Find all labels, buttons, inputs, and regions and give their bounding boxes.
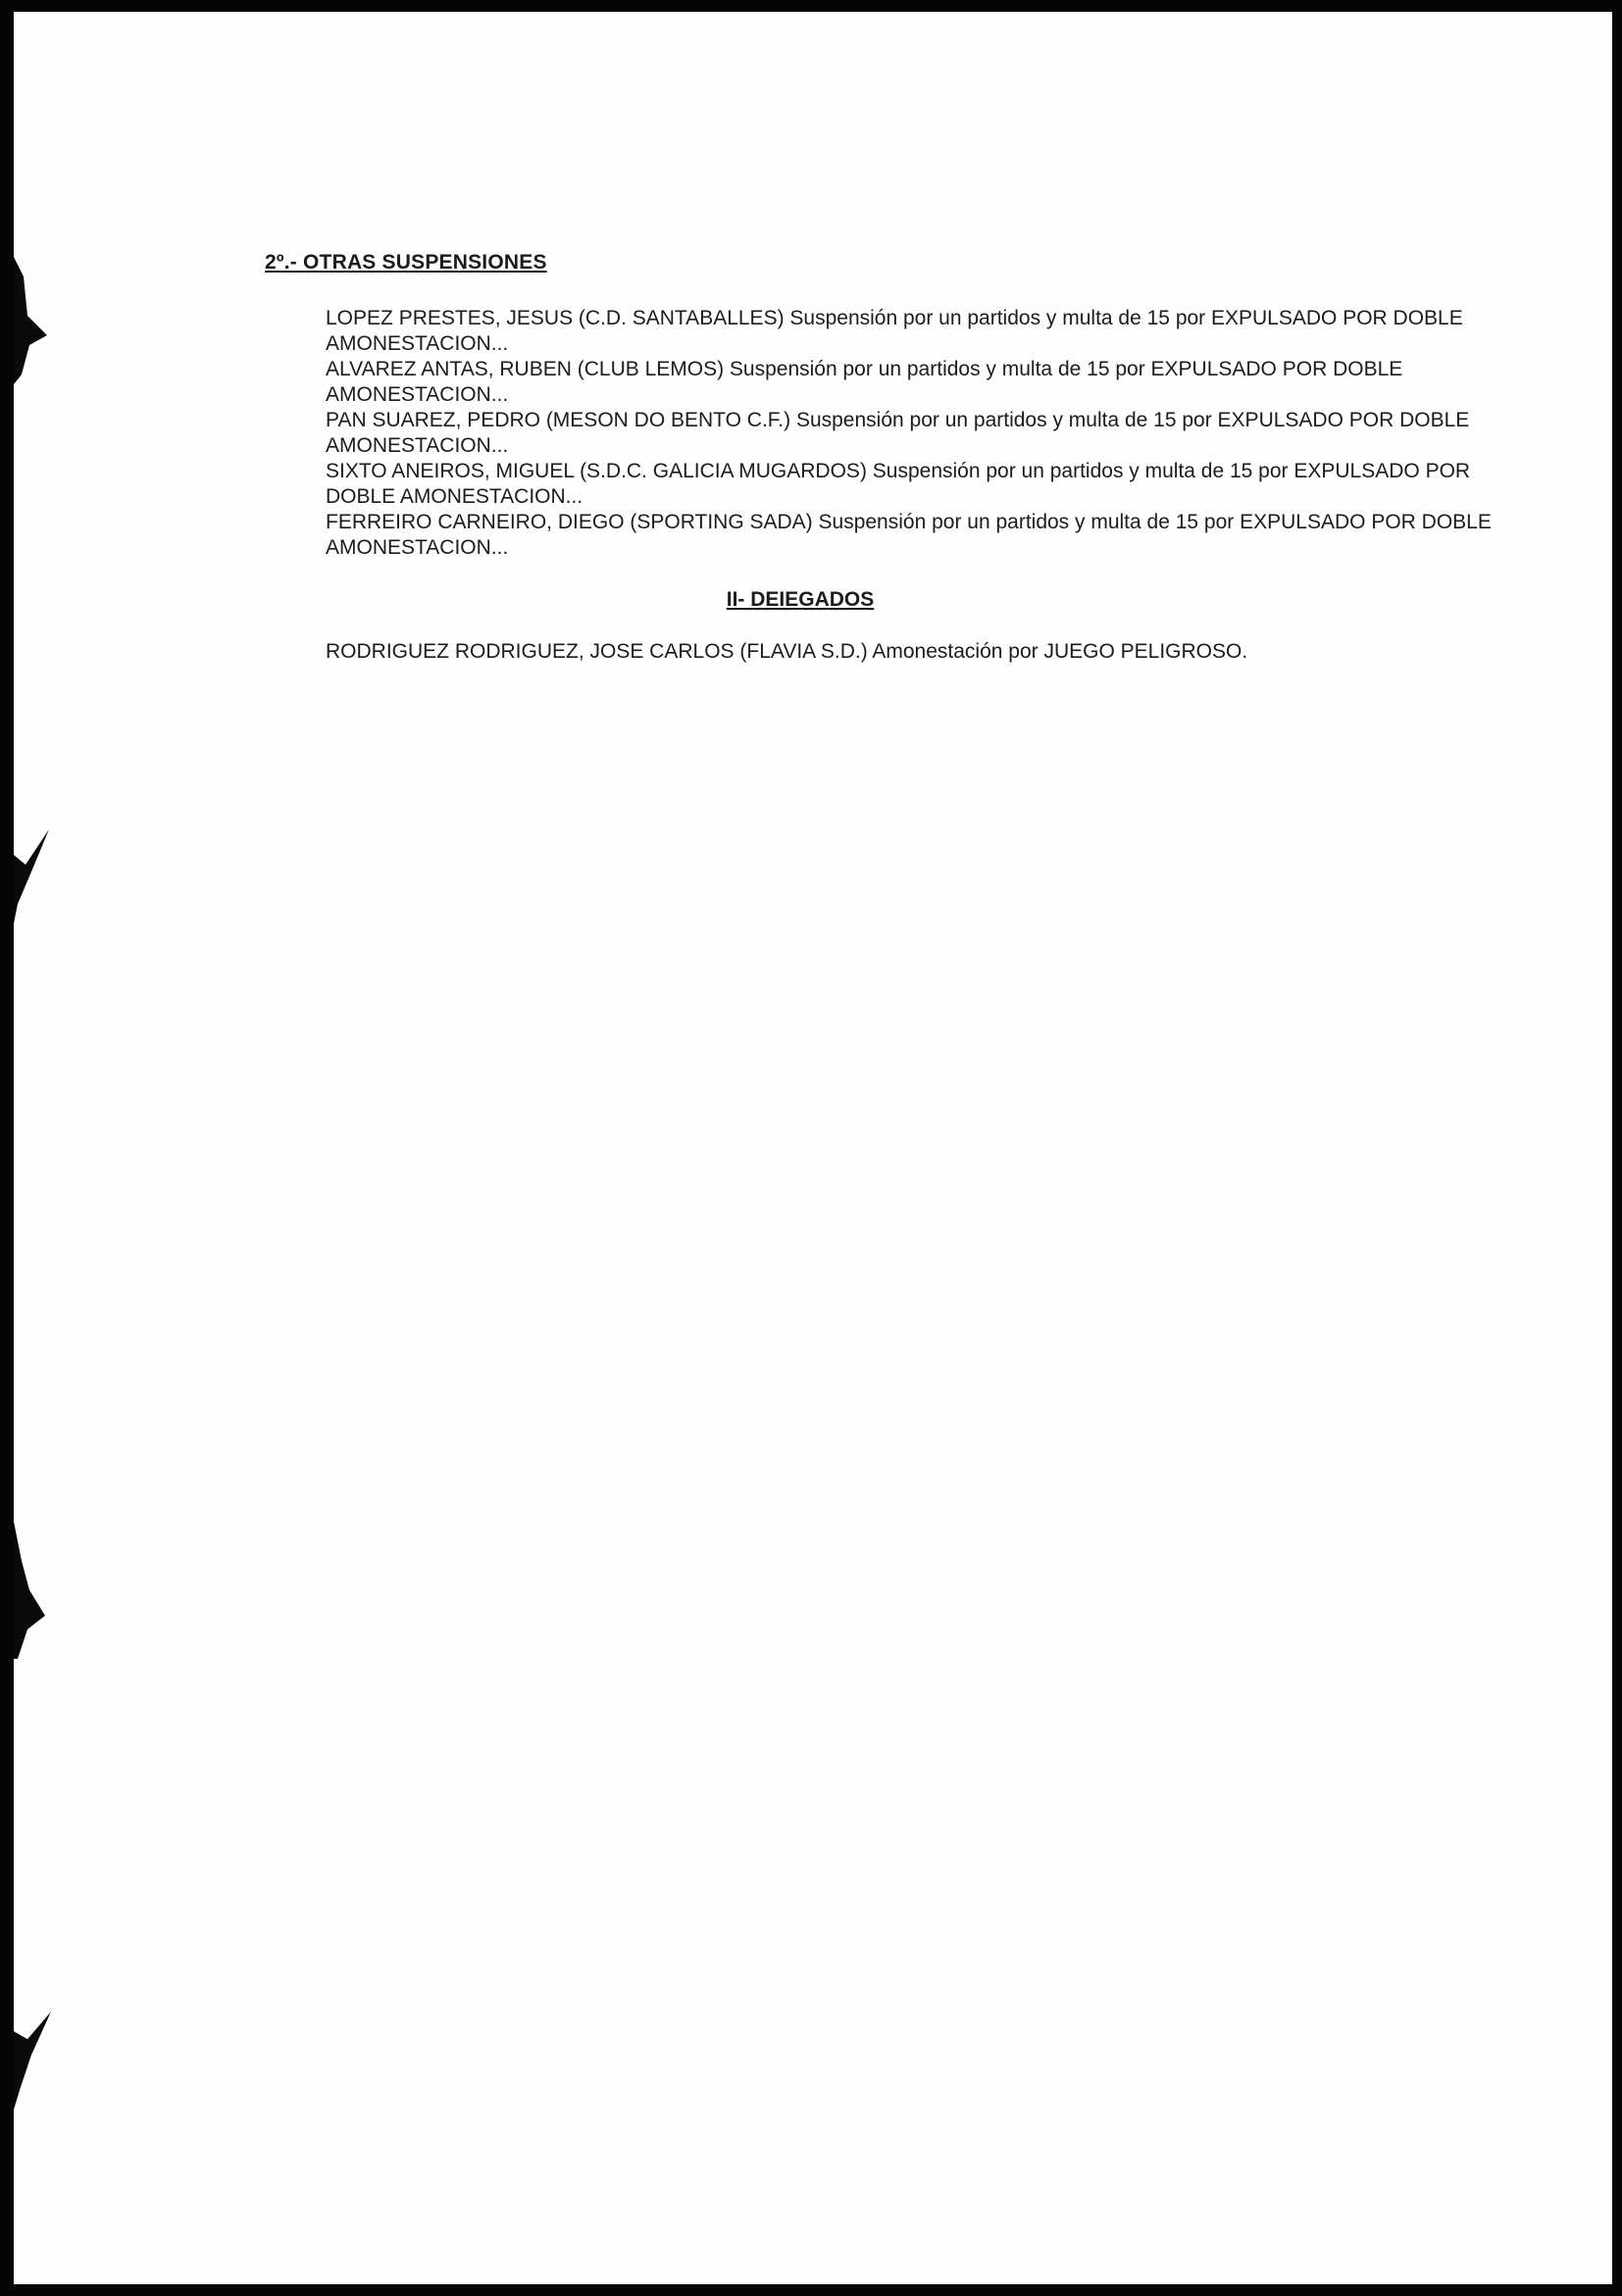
subsection-title-text: II- DEIEGADOS <box>726 588 875 611</box>
delegate-entry: RODRIGUEZ RODRIGUEZ, JOSE CARLOS (FLAVIA S.D.) Amonestación por JUEGO PELIGROSO. <box>326 640 1248 663</box>
subsection-title <box>14 588 1587 612</box>
suspension-entry: PAN SUAREZ, PEDRO (MESON DO BENTO C.F.) Suspensión por un partidos y multa de 15 por EXPULSADO POR DOBLE AMONESTACION... <box>326 409 1470 457</box>
suspension-entry: LOPEZ PRESTES, JESUS (C.D. SANTABALLES) Suspensión por un partidos y multa de 15 por EXPULSADO POR DOBLE AMONESTACION... <box>326 307 1463 355</box>
section-title: 2º.- OTRAS SUSPENSIONES <box>265 251 547 274</box>
suspension-entry: FERREIRO CARNEIRO, DIEGO (SPORTING SADA) Suspensión por un partidos y multa de 15 por EXPULSADO POR DOBLE AMONESTACION... <box>326 511 1492 559</box>
suspension-entry: ALVAREZ ANTAS, RUBEN (CLUB LEMOS) Suspensión por un partidos y multa de 15 por EXPULSADO POR DOBLE AMONESTACION... <box>326 358 1403 406</box>
document-page <box>14 12 1612 2284</box>
suspension-list <box>326 306 1532 561</box>
suspension-entry: SIXTO ANEIROS, MIGUEL (S.D.C. GALICIA MUGARDOS) Suspensión por un partidos y multa de 15 por EXPULSADO POR DOBLE AMONESTACION... <box>326 460 1471 508</box>
document-content <box>14 12 1612 2284</box>
